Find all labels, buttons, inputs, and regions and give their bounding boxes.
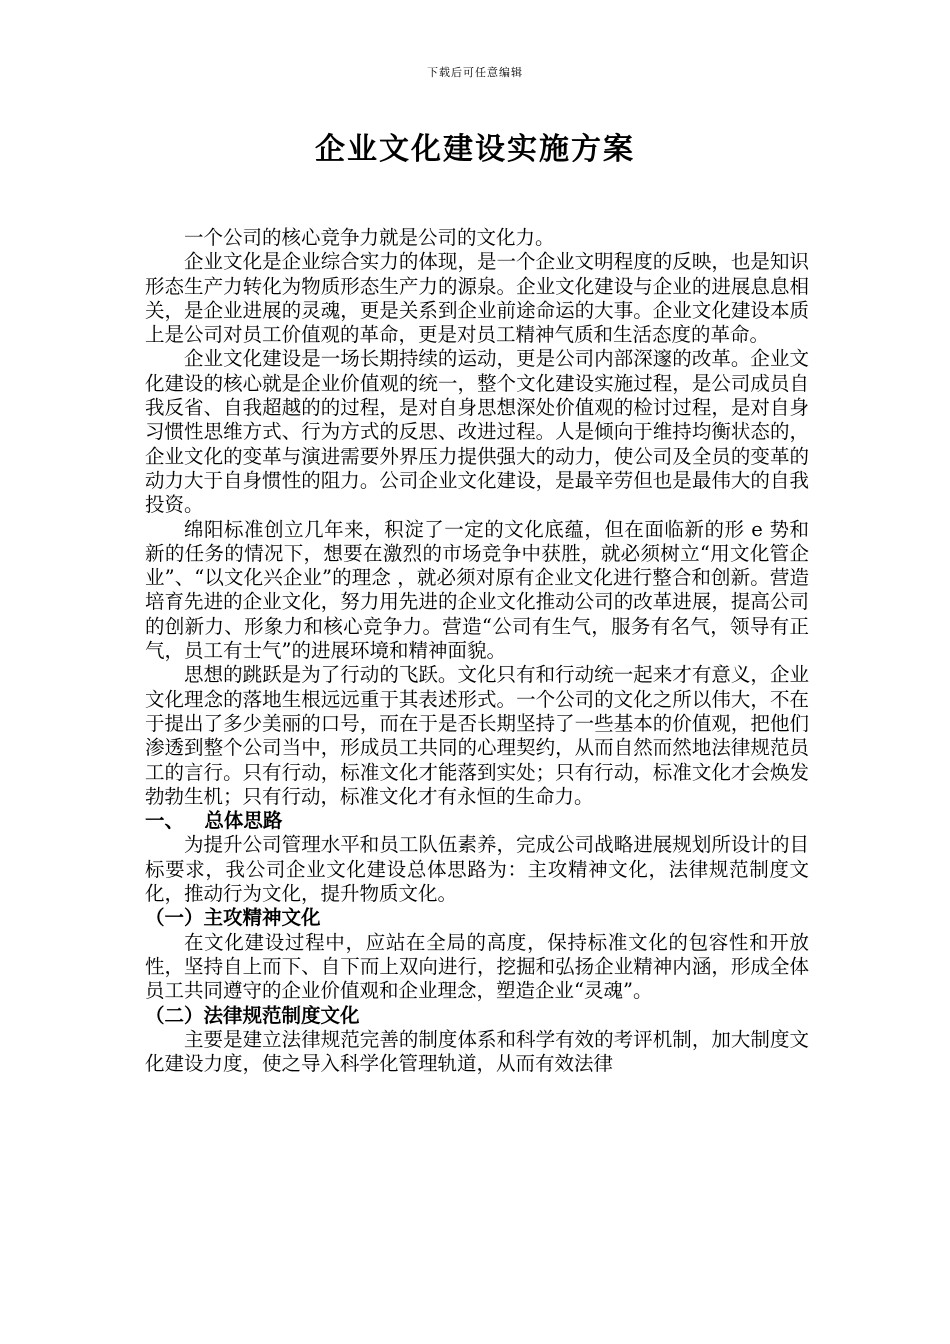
subsection-heading: （二）法律规范制度文化 (145, 1003, 360, 1027)
paragraph: 主要是建立法律规范完善的制度体系和科学有效的考评机制，加大制度文化建设力度，使之导入科学化管理轨道，从而有效法律 (145, 1027, 809, 1076)
paragraph: 思想的跳跃是为了行动的飞跃。文化只有和行动统一起来才有意义，企业文化理念的落地生根远远重于其表述形式。一个公司的文化之所以伟大，不在于提出了多少美丽的口号，而在于是否长期坚持了一些基本的价值观，把他们渗透到整个公司当中，形成员工共同的心理契约，从而自然而然地法律规范员工的言行。只有行动，标准文化才能落到实处；只有行动，标准文化才会焕发勃勃生机；只有行动，标准文化才有永恒的生命力。 (145, 663, 809, 808)
document-body (145, 226, 809, 1076)
paragraph: 一个公司的核心竞争力就是公司的文化力。 (184, 226, 555, 249)
header-note: 下载后可任意编辑 (427, 66, 523, 79)
paragraph: 为提升公司管理水平和员工队伍素养，完成公司战略进展规划所设计的目标要求，我公司企业文化建设总体思路为：主攻精神文化，法律规范制度文化，推动行为文化，提升物质文化。 (145, 833, 809, 906)
document-title: 企业文化建设实施方案 (315, 132, 635, 167)
subsection-heading: （一）主攻精神文化 (145, 906, 321, 930)
paragraph: 企业文化是企业综合实力的体现，是一个企业文明程度的反映，也是知识形态生产力转化为物质形态生产力的源泉。企业文化建设与企业的进展息息相关，是企业进展的灵魂，更是关系到企业前途命运的大事。企业文化建设本质上是公司对员工价值观的革命，更是对员工精神气质和生活态度的革命。 (145, 250, 809, 347)
paragraph: 在文化建设过程中，应站在全局的高度，保持标准文化的包容性和开放性，坚持自上而下、自下而上双向进行，挖掘和弘扬企业精神内涵，形成全体员工共同遵守的企业价值观和企业理念，塑造企业“灵魂”。 (145, 930, 809, 1003)
section-heading: 一、 总体思路 (145, 809, 283, 833)
paragraph: 绵阳标准创立几年来，积淀了一定的文化底蕴，但在面临新的形 e 势和新的任务的情况下，想要在激烈的市场竞争中获胜，就必须树立“用文化管企业”、“以文化兴企业”的理念 ，就必须对原有企业文化进行整合和创新。营造培育先进的企业文化，努力用先进的企业文化推动公司的改革进展，提高公司的创新力、形象力和核心竞争力。营造“公司有生气，服务有名气，领导有正气，员工有士气”的进展环境和精神面貌。 (145, 517, 809, 663)
paragraph: 企业文化建设是一场长期持续的运动，更是公司内部深邃的改革。企业文化建设的核心就是企业价值观的统一，整个文化建设实施过程，是公司成员自我反省、自我超越的的过程，是对自身思想深处价值观的检讨过程，是对自身习惯性思维方式、行为方式的反思、改进过程。人是倾向于维持均衡状态的，企业文化的变革与演进需要外界压力提供强大的动力，使公司及全员的变革的动力大于自身惯性的阻力。公司企业文化建设，是最辛劳但也是最伟大的自我投资。 (145, 347, 809, 517)
